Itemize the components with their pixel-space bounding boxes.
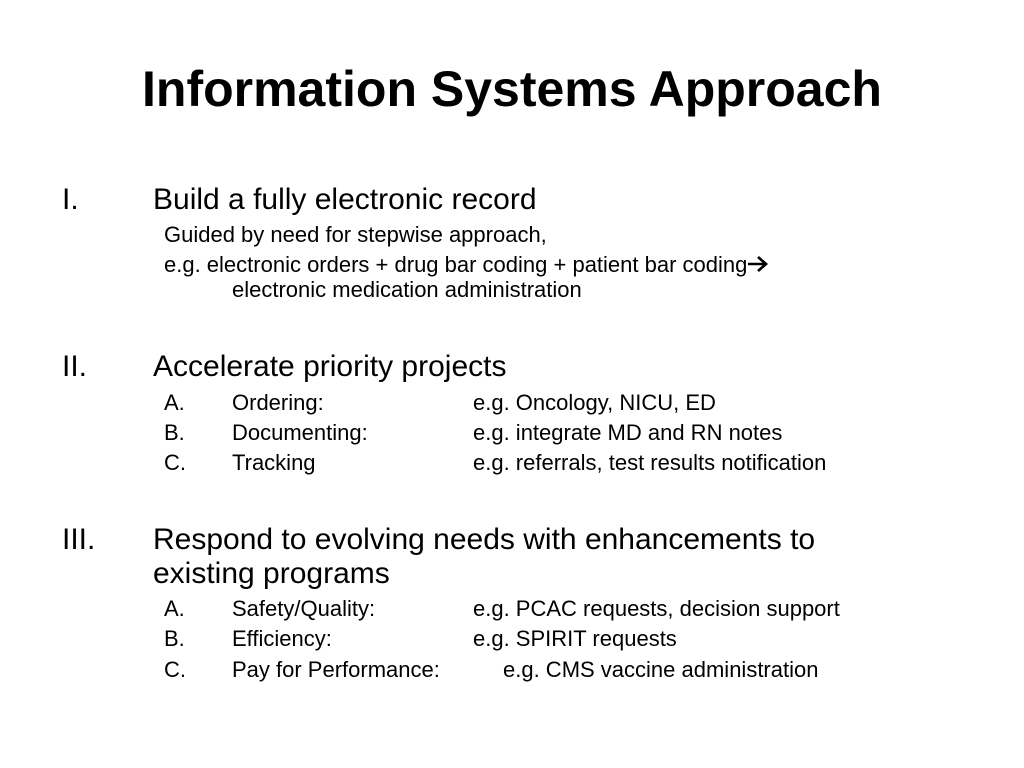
item-letter: B.	[164, 626, 185, 651]
item-letter: B.	[164, 420, 185, 445]
item-label: Safety/Quality:	[232, 596, 376, 621]
item-example: e.g. referrals, test results notification	[473, 450, 827, 475]
section-1-note-2	[164, 252, 771, 278]
item-label: Pay for Performance:	[232, 657, 440, 682]
item-label: Documenting:	[232, 420, 368, 445]
section-1-note-2-text: e.g. electronic orders + drug bar coding + patient bar coding	[164, 252, 748, 277]
section-1-heading: Build a fully electronic record	[153, 183, 537, 216]
section-2-heading: Accelerate priority projects	[153, 350, 507, 383]
item-example: e.g. PCAC requests, decision support	[473, 596, 840, 621]
right-arrow-icon	[747, 254, 771, 274]
section-1-note-1: Guided by need for stepwise approach,	[164, 222, 547, 247]
section-3-numeral: III.	[62, 523, 96, 556]
item-example: e.g. Oncology, NICU, ED	[473, 390, 716, 415]
item-letter: C.	[164, 450, 186, 475]
item-label: Efficiency:	[232, 626, 332, 651]
item-letter: A.	[164, 596, 185, 621]
section-3-heading-line-1: Respond to evolving needs with enhancements to	[153, 523, 816, 556]
section-1-numeral: I.	[62, 183, 79, 216]
item-example: e.g. SPIRIT requests	[473, 626, 677, 651]
item-label: Tracking	[232, 450, 316, 475]
item-example: e.g. CMS vaccine administration	[503, 657, 819, 682]
item-label: Ordering:	[232, 390, 324, 415]
item-letter: C.	[164, 657, 186, 682]
item-example: e.g. integrate MD and RN notes	[473, 420, 783, 445]
section-2-numeral: II.	[62, 350, 88, 383]
section-3-heading-line-2: existing programs	[153, 557, 390, 590]
section-1-note-3: electronic medication administration	[232, 277, 582, 302]
slide-title: Information Systems Approach	[142, 61, 882, 117]
item-letter: A.	[164, 390, 185, 415]
